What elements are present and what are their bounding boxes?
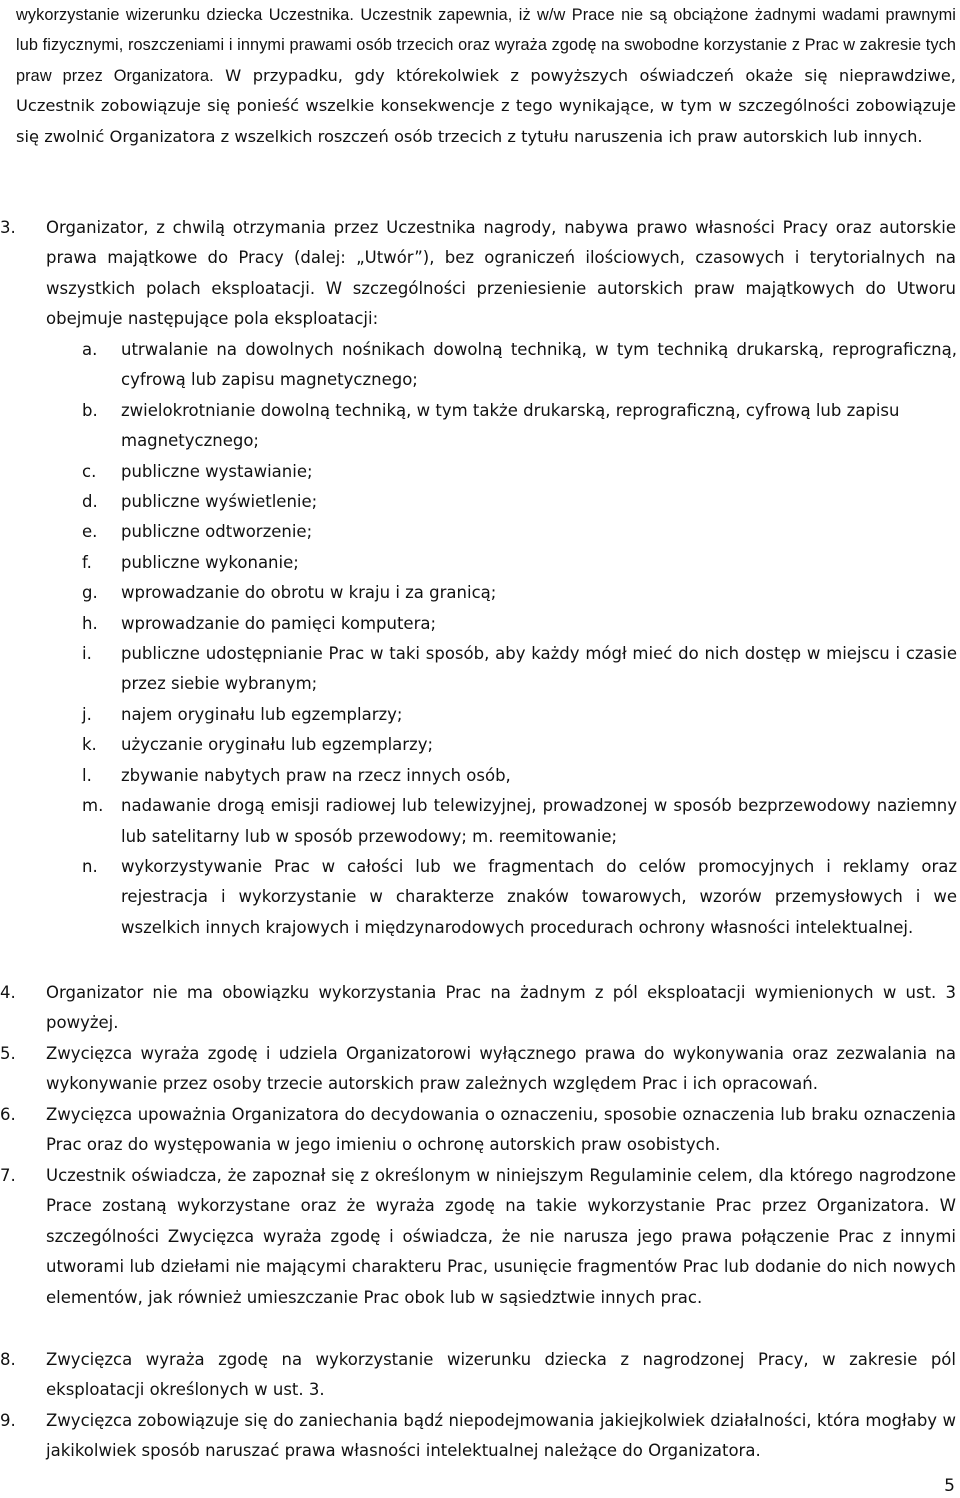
list-item: [82, 548, 957, 578]
list-item-text: publiczne wykonanie;: [121, 552, 299, 572]
list-item-text: użyczanie oryginału lub egzemplarzy;: [121, 735, 434, 755]
list-item-letter: m.: [82, 796, 104, 816]
list-item-text: publiczne odtworzenie;: [121, 522, 313, 542]
clause-number: 5.: [0, 1044, 16, 1063]
list-item-text: nadawanie drogą emisji radiowej lub telewizyjnej, prowadzonej w sposób bezprzewodowy naziemny lub satelitarny lub w sposób przewodowy; m. reemitowanie;: [121, 796, 957, 846]
list-item-text: publiczne wyświetlenie;: [121, 492, 318, 512]
clause-text: Zwycięzca wyraża zgodę i udziela Organizatorowi wyłącznego prawa do wykonywania oraz zezwalania na wykonywanie przez osoby trzecie autorskich praw zależnych względem Prac i ich opracowań.: [46, 1044, 956, 1094]
clause-number: 9.: [0, 1411, 16, 1430]
list-item-letter: g.: [82, 583, 98, 603]
list-item-letter: a.: [82, 340, 98, 359]
list-item-text: utrwalanie na dowolnych nośnikach dowolną techniką, w tym techniką drukarską, reprograficzną, cyfrową lub zapisu magnetycznego;: [121, 340, 957, 390]
list-item-text: wprowadzanie do pamięci komputera;: [121, 613, 437, 633]
list-item: [82, 639, 957, 700]
list-item: [82, 730, 957, 760]
page-number: 5: [944, 1476, 955, 1496]
list-item: [82, 517, 957, 547]
list-item-letter: h.: [82, 613, 98, 633]
list-item-letter: n.: [82, 856, 98, 876]
clause-text: Zwycięzca zobowiązuje się do zaniechania bądź niepodejmowania jakiejkolwiek działalności, która mogłaby w jakikolwiek sposób naruszać prawa własności intelektualnej należące do Organizatora.: [46, 1411, 956, 1461]
clause-text: Organizator, z chwilą otrzymania przez Uczestnika nagrody, nabywa prawo własności Pracy oraz autorskie prawa majątkowe do Pracy (dalej: „Utwór”), bez ograniczeń ilościowych, czasowych i terytorialnych na wszystkich polach eksploatacji. W szczególności przeniesienie autorskich praw majątkowych do Utworu obejmuje następujące pola eksploatacji:: [46, 218, 956, 329]
clause-text: Uczestnik oświadcza, że zapoznał się z określonym w niniejszym Regulaminie celem, dla którego nagrodzone Prace zostaną wykorzystane oraz że wyraża zgodę na takie wykorzystanie Prac przez Organizatora. W szczególności Zwycięzca wyraża zgodę i oświadcza, że nie narusza jego prawa połączenie Prac z innymi utworami lub dziełami nie mającymi charakteru Prac, usunięcie fragmentów Prac lub dodanie do nich nowych elementów, jak również umieszczanie Prac obok lub w sąsiedztwie innych prac.: [46, 1166, 956, 1307]
list-item: [82, 852, 957, 943]
list-item: [82, 335, 957, 396]
list-item-text: zbywanie nabytych praw na rzecz innych osób,: [121, 765, 511, 785]
list-item: [82, 791, 957, 852]
list-item-text: publiczne wystawianie;: [121, 461, 313, 481]
list-item-letter: l.: [82, 765, 92, 785]
list-item: [82, 761, 957, 791]
list-item-letter: j.: [82, 704, 92, 724]
exploitation-fields-list: [82, 335, 957, 943]
list-item-letter: c.: [82, 461, 97, 481]
list-item-text: najem oryginału lub egzemplarzy;: [121, 704, 403, 724]
clause-number: 7.: [0, 1166, 16, 1185]
list-item-text: wykorzystywanie Prac w całości lub we fragmentach do celów promocyjnych i reklamy oraz rejestracja i wykorzystanie w charakterze znaków towarowych, wzorów przemysłowych i we wszelkich innych krajowych i międzynarodowych procedurach ochrony własności intelektualnej.: [121, 856, 957, 937]
clause-text: Zwycięzca upoważnia Organizatora do decydowania o oznaczeniu, sposobie oznaczenia lub braku oznaczenia Prac oraz do występowania w jego imieniu o ochronę autorskich praw osobistych.: [46, 1105, 956, 1155]
list-item: [82, 578, 957, 608]
list-item: [82, 457, 957, 487]
intro-paragraph-part-1: wykorzystanie wizerunku dziecka Uczestnika. Uczestnik zapewnia, iż w/w Prace nie są obciążone żadnymi wadami prawnymi lub fizycznymi, roszczeniami i innymi prawami osób trzecich oraz wyraża zgodę na swobodne korzystanie z Prac w zakresie tych praw przez Organizatora.: [16, 6, 956, 85]
clause-number: 4.: [0, 983, 16, 1002]
intro-paragraph-part-2: W przypadku, gdy którekolwiek z powyższych oświadczeń okaże się nieprawdziwe, Uczestnik zobowiązuje się ponieść wszelkie konsekwencje z tego wynikające, w tym w szczególności zobowiązuje się zwolnić Organizatora z wszelkich roszczeń osób trzecich z tytułu naruszenia ich praw autorskich lub innych.: [16, 65, 956, 146]
clause-number: 8.: [0, 1350, 16, 1369]
list-item-letter: e.: [82, 522, 98, 542]
list-item: [82, 609, 957, 639]
list-item-letter: k.: [82, 735, 97, 755]
list-item: [82, 487, 957, 517]
list-item: [82, 396, 957, 457]
list-item-letter: b.: [82, 400, 98, 420]
list-item-letter: i.: [82, 644, 92, 664]
list-item-letter: f.: [82, 552, 92, 572]
clause-text: Zwycięzca wyraża zgodę na wykorzystanie wizerunku dziecka z nagrodzonej Pracy, w zakresie pól eksploatacji określonych w ust. 3.: [46, 1350, 956, 1400]
intro-paragraph: [16, 0, 956, 152]
list-item: [82, 700, 957, 730]
list-item-text: zwielokrotnianie dowolną techniką, w tym także drukarską, reprograficzną, cyfrową lub zapisu magnetycznego;: [121, 400, 900, 451]
list-item-letter: d.: [82, 492, 98, 512]
list-item-text: publiczne udostępnianie Prac w taki sposób, aby każdy mógł mieć do nich dostęp w miejscu i czasie przez siebie wybranym;: [121, 644, 957, 694]
list-item-text: wprowadzanie do obrotu w kraju i za granicą;: [121, 583, 497, 603]
clause-text: Organizator nie ma obowiązku wykorzystania Prac na żadnym z pól eksploatacji wymienionych w ust. 3 powyżej.: [46, 983, 956, 1033]
clause-number: 6.: [0, 1105, 16, 1124]
clause-number: 3.: [0, 218, 16, 237]
